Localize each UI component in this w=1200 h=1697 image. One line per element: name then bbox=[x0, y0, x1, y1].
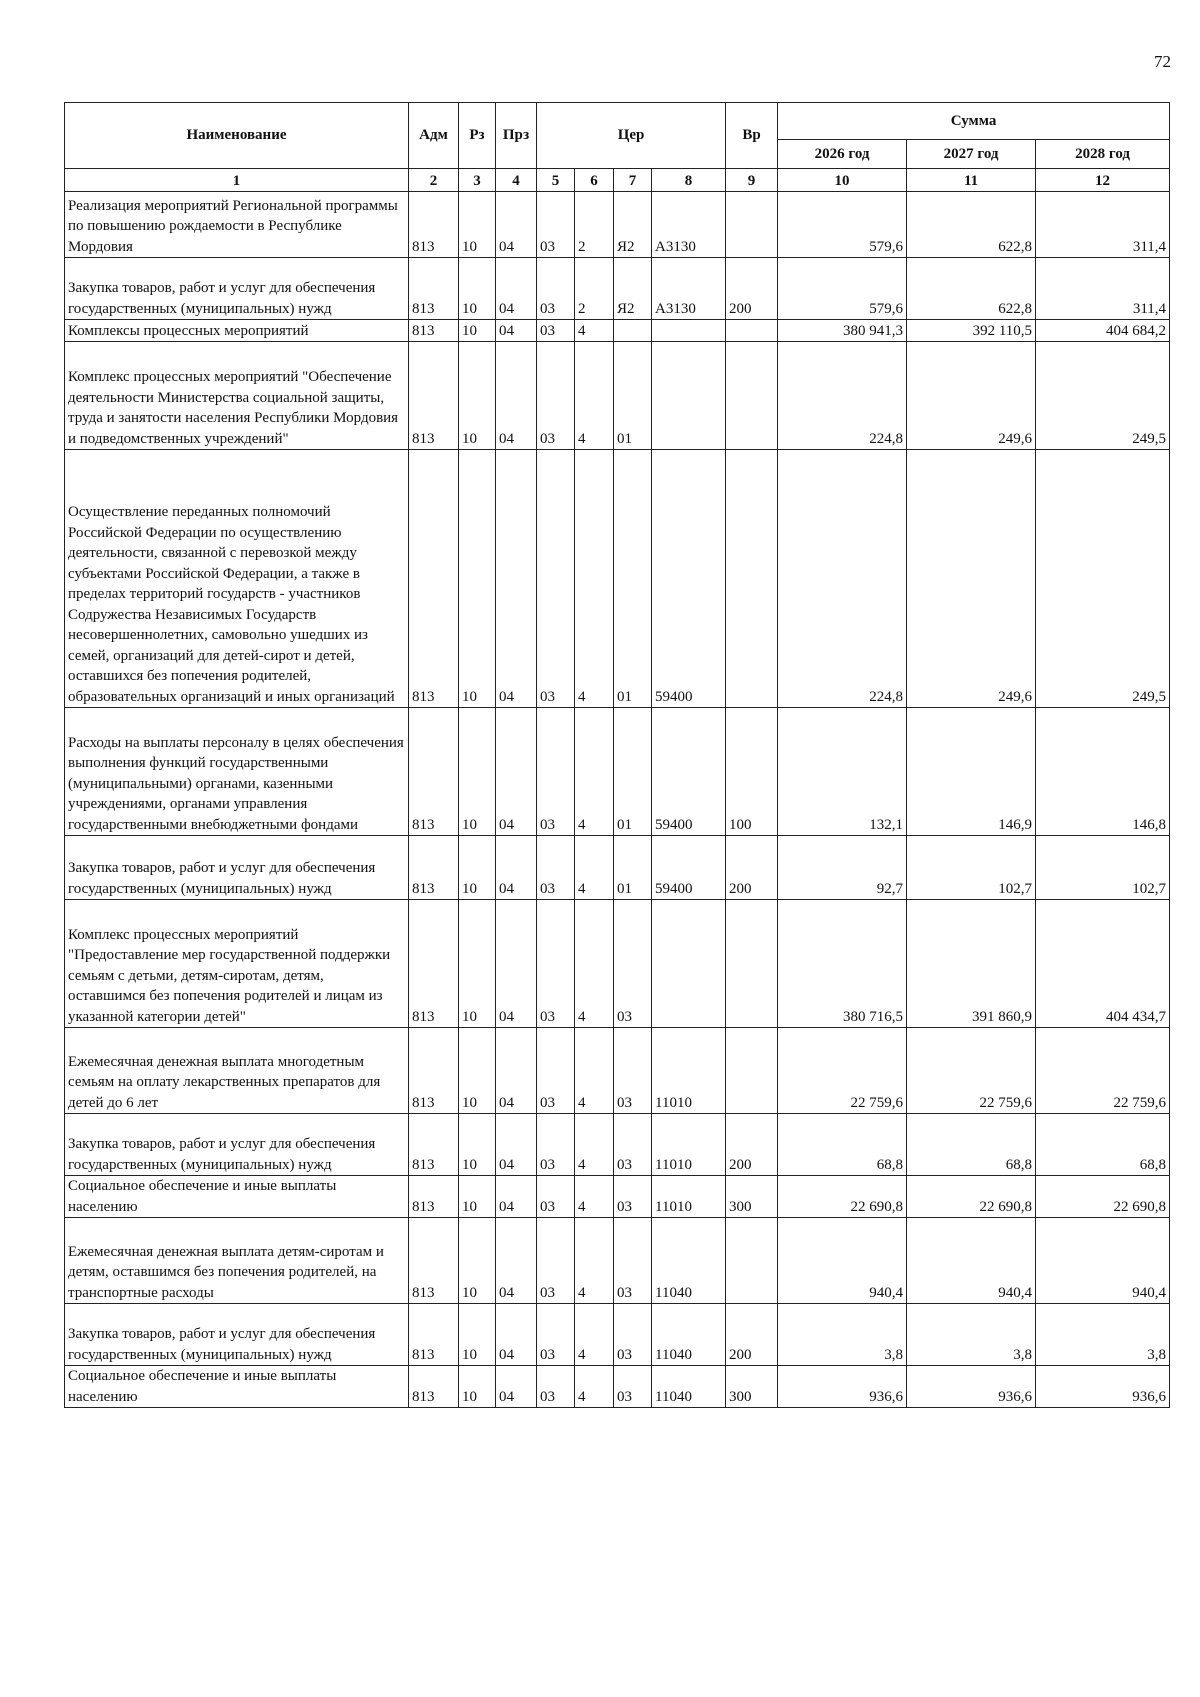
row-cer-6: 4 bbox=[575, 450, 614, 708]
row-adm: 813 bbox=[409, 450, 459, 708]
row-prz: 04 bbox=[496, 342, 537, 450]
row-cer-7: Я2 bbox=[614, 258, 652, 320]
row-cer-8: 59400 bbox=[652, 836, 726, 900]
row-prz: 04 bbox=[496, 1176, 537, 1218]
row-amount-2026: 579,6 bbox=[778, 192, 907, 258]
row-adm: 813 bbox=[409, 192, 459, 258]
row-rz: 10 bbox=[459, 708, 496, 836]
row-amount-2026: 380 941,3 bbox=[778, 320, 907, 342]
row-cer-7: 01 bbox=[614, 708, 652, 836]
row-cer-8: 11010 bbox=[652, 1176, 726, 1218]
row-cer-6: 4 bbox=[575, 1176, 614, 1218]
row-cer-7: 03 bbox=[614, 1304, 652, 1366]
row-prz: 04 bbox=[496, 258, 537, 320]
row-rz: 10 bbox=[459, 1218, 496, 1304]
row-amount-2027: 249,6 bbox=[907, 342, 1036, 450]
row-amount-2027: 940,4 bbox=[907, 1218, 1036, 1304]
row-rz: 10 bbox=[459, 836, 496, 900]
row-cer-5: 03 bbox=[537, 1304, 575, 1366]
row-cer-6: 4 bbox=[575, 342, 614, 450]
row-amount-2027: 392 110,5 bbox=[907, 320, 1036, 342]
row-name: Расходы на выплаты персоналу в целях обеспечения выполнения функций государственными (муниципальными) органами, казенными учреждениями, органами управления государственными внебюджетными фондами bbox=[65, 708, 409, 836]
row-cer-7: 01 bbox=[614, 342, 652, 450]
row-cer-6: 4 bbox=[575, 836, 614, 900]
row-cer-7: 03 bbox=[614, 900, 652, 1028]
table-row bbox=[65, 708, 1170, 836]
row-amount-2028: 940,4 bbox=[1036, 1218, 1170, 1304]
row-prz: 04 bbox=[496, 900, 537, 1028]
row-rz: 10 bbox=[459, 320, 496, 342]
row-vr: 200 bbox=[726, 836, 778, 900]
row-amount-2026: 92,7 bbox=[778, 836, 907, 900]
row-cer-5: 03 bbox=[537, 1028, 575, 1114]
column-number: 11 bbox=[907, 169, 1036, 192]
row-adm: 813 bbox=[409, 1028, 459, 1114]
header-sum: Сумма bbox=[778, 103, 1170, 140]
row-amount-2027: 68,8 bbox=[907, 1114, 1036, 1176]
row-cer-8 bbox=[652, 900, 726, 1028]
row-cer-7: 03 bbox=[614, 1218, 652, 1304]
table-row bbox=[65, 342, 1170, 450]
row-name: Комплекс процессных мероприятий "Предоставление мер государственной поддержки семьям с детьми, детям-сиротам, детям, оставшимся без попечения родителей и лицам из указанной категории детей" bbox=[65, 900, 409, 1028]
table-row bbox=[65, 1114, 1170, 1176]
row-amount-2028: 68,8 bbox=[1036, 1114, 1170, 1176]
row-cer-8: 59400 bbox=[652, 450, 726, 708]
column-number: 12 bbox=[1036, 169, 1170, 192]
row-amount-2026: 22 759,6 bbox=[778, 1028, 907, 1114]
row-cer-7: Я2 bbox=[614, 192, 652, 258]
header-adm: Адм bbox=[409, 103, 459, 169]
row-adm: 813 bbox=[409, 836, 459, 900]
row-cer-7: 03 bbox=[614, 1028, 652, 1114]
row-vr: 300 bbox=[726, 1176, 778, 1218]
row-amount-2028: 146,8 bbox=[1036, 708, 1170, 836]
row-cer-7: 03 bbox=[614, 1366, 652, 1408]
row-amount-2026: 579,6 bbox=[778, 258, 907, 320]
row-amount-2027: 249,6 bbox=[907, 450, 1036, 708]
row-adm: 813 bbox=[409, 1366, 459, 1408]
row-cer-5: 03 bbox=[537, 192, 575, 258]
row-cer-5: 03 bbox=[537, 342, 575, 450]
table-row bbox=[65, 450, 1170, 708]
row-prz: 04 bbox=[496, 836, 537, 900]
row-amount-2026: 224,8 bbox=[778, 342, 907, 450]
row-amount-2026: 224,8 bbox=[778, 450, 907, 708]
row-amount-2028: 3,8 bbox=[1036, 1304, 1170, 1366]
row-rz: 10 bbox=[459, 258, 496, 320]
row-cer-8: А3130 bbox=[652, 192, 726, 258]
row-prz: 04 bbox=[496, 708, 537, 836]
row-name: Закупка товаров, работ и услуг для обеспечения государственных (муниципальных) нужд bbox=[65, 1114, 409, 1176]
row-cer-8: 11010 bbox=[652, 1028, 726, 1114]
row-cer-6: 4 bbox=[575, 1028, 614, 1114]
header-year-2026: 2026 год bbox=[778, 140, 907, 169]
row-prz: 04 bbox=[496, 320, 537, 342]
row-cer-8 bbox=[652, 320, 726, 342]
row-cer-7: 01 bbox=[614, 836, 652, 900]
row-rz: 10 bbox=[459, 1028, 496, 1114]
row-name: Комплекс процессных мероприятий "Обеспечение деятельности Министерства социальной защиты, труда и занятости населения Республики Мордовия и подведомственных учреждений" bbox=[65, 342, 409, 450]
column-number: 4 bbox=[496, 169, 537, 192]
column-number: 9 bbox=[726, 169, 778, 192]
row-vr bbox=[726, 320, 778, 342]
header-prz: Прз bbox=[496, 103, 537, 169]
row-amount-2027: 936,6 bbox=[907, 1366, 1036, 1408]
table-row bbox=[65, 320, 1170, 342]
row-cer-8: 11010 bbox=[652, 1114, 726, 1176]
column-number: 10 bbox=[778, 169, 907, 192]
row-amount-2027: 146,9 bbox=[907, 708, 1036, 836]
row-cer-5: 03 bbox=[537, 450, 575, 708]
row-cer-6: 4 bbox=[575, 1218, 614, 1304]
row-name: Закупка товаров, работ и услуг для обеспечения государственных (муниципальных) нужд bbox=[65, 836, 409, 900]
row-cer-8 bbox=[652, 342, 726, 450]
column-number: 3 bbox=[459, 169, 496, 192]
row-cer-5: 03 bbox=[537, 258, 575, 320]
row-amount-2027: 391 860,9 bbox=[907, 900, 1036, 1028]
row-vr bbox=[726, 450, 778, 708]
row-amount-2026: 3,8 bbox=[778, 1304, 907, 1366]
row-adm: 813 bbox=[409, 1218, 459, 1304]
column-number-row bbox=[65, 169, 1170, 192]
table-row bbox=[65, 1366, 1170, 1408]
row-vr bbox=[726, 1028, 778, 1114]
row-rz: 10 bbox=[459, 900, 496, 1028]
row-vr: 200 bbox=[726, 258, 778, 320]
row-cer-8: 11040 bbox=[652, 1304, 726, 1366]
row-rz: 10 bbox=[459, 1304, 496, 1366]
column-number: 6 bbox=[575, 169, 614, 192]
row-name: Ежемесячная денежная выплата многодетным семьям на оплату лекарственных препаратов для детей до 6 лет bbox=[65, 1028, 409, 1114]
row-amount-2026: 940,4 bbox=[778, 1218, 907, 1304]
row-adm: 813 bbox=[409, 258, 459, 320]
row-rz: 10 bbox=[459, 1114, 496, 1176]
row-cer-5: 03 bbox=[537, 1176, 575, 1218]
row-cer-7: 01 bbox=[614, 450, 652, 708]
column-number: 8 bbox=[652, 169, 726, 192]
row-cer-5: 03 bbox=[537, 1218, 575, 1304]
row-prz: 04 bbox=[496, 1304, 537, 1366]
row-adm: 813 bbox=[409, 1114, 459, 1176]
row-vr bbox=[726, 1218, 778, 1304]
column-number: 5 bbox=[537, 169, 575, 192]
row-cer-6: 4 bbox=[575, 708, 614, 836]
row-amount-2028: 102,7 bbox=[1036, 836, 1170, 900]
header-year-2028: 2028 год bbox=[1036, 140, 1170, 169]
row-name: Закупка товаров, работ и услуг для обеспечения государственных (муниципальных) нужд bbox=[65, 258, 409, 320]
table-row bbox=[65, 900, 1170, 1028]
row-amount-2026: 68,8 bbox=[778, 1114, 907, 1176]
row-amount-2027: 622,8 bbox=[907, 192, 1036, 258]
row-adm: 813 bbox=[409, 708, 459, 836]
row-amount-2028: 249,5 bbox=[1036, 342, 1170, 450]
row-prz: 04 bbox=[496, 192, 537, 258]
row-prz: 04 bbox=[496, 1218, 537, 1304]
column-number: 2 bbox=[409, 169, 459, 192]
column-number: 7 bbox=[614, 169, 652, 192]
page-number: 72 bbox=[1154, 52, 1171, 71]
row-cer-5: 03 bbox=[537, 1366, 575, 1408]
row-amount-2026: 22 690,8 bbox=[778, 1176, 907, 1218]
row-adm: 813 bbox=[409, 320, 459, 342]
row-cer-6: 4 bbox=[575, 320, 614, 342]
row-prz: 04 bbox=[496, 1028, 537, 1114]
row-amount-2028: 249,5 bbox=[1036, 450, 1170, 708]
table-row bbox=[65, 1028, 1170, 1114]
row-vr: 200 bbox=[726, 1114, 778, 1176]
header-rz: Рз bbox=[459, 103, 496, 169]
table-row bbox=[65, 836, 1170, 900]
row-adm: 813 bbox=[409, 1176, 459, 1218]
row-cer-6: 4 bbox=[575, 900, 614, 1028]
row-cer-7: 03 bbox=[614, 1176, 652, 1218]
row-vr bbox=[726, 342, 778, 450]
row-rz: 10 bbox=[459, 342, 496, 450]
row-amount-2027: 22 759,6 bbox=[907, 1028, 1036, 1114]
row-rz: 10 bbox=[459, 192, 496, 258]
row-amount-2027: 3,8 bbox=[907, 1304, 1036, 1366]
row-name: Осуществление переданных полномочий Российской Федерации по осуществлению деятельности, связанной с перевозкой между субъектами Российской Федерации, а также в пределах территорий государств - участников Содружества Независимых Государств несовершеннолетних, самовольно ушедших из семей, организаций для детей-сирот и детей, оставшихся без попечения родителей, образовательных организаций и иных организаций bbox=[65, 450, 409, 708]
row-cer-8: 11040 bbox=[652, 1218, 726, 1304]
row-cer-5: 03 bbox=[537, 836, 575, 900]
row-name: Ежемесячная денежная выплата детям-сиротам и детям, оставшимся без попечения родителей, на транспортные расходы bbox=[65, 1218, 409, 1304]
row-vr bbox=[726, 900, 778, 1028]
row-amount-2028: 311,4 bbox=[1036, 192, 1170, 258]
row-amount-2026: 132,1 bbox=[778, 708, 907, 836]
row-prz: 04 bbox=[496, 1114, 537, 1176]
row-amount-2027: 102,7 bbox=[907, 836, 1036, 900]
header-name: Наименование bbox=[65, 103, 409, 169]
row-name: Социальное обеспечение и иные выплаты населению bbox=[65, 1366, 409, 1408]
row-cer-6: 2 bbox=[575, 192, 614, 258]
table-row bbox=[65, 1304, 1170, 1366]
row-cer-8: А3130 bbox=[652, 258, 726, 320]
row-adm: 813 bbox=[409, 1304, 459, 1366]
row-cer-7: 03 bbox=[614, 1114, 652, 1176]
row-amount-2027: 22 690,8 bbox=[907, 1176, 1036, 1218]
row-vr: 100 bbox=[726, 708, 778, 836]
row-amount-2028: 311,4 bbox=[1036, 258, 1170, 320]
table-row bbox=[65, 1218, 1170, 1304]
budget-table bbox=[64, 102, 1170, 1408]
row-adm: 813 bbox=[409, 342, 459, 450]
row-amount-2027: 622,8 bbox=[907, 258, 1036, 320]
row-cer-6: 4 bbox=[575, 1366, 614, 1408]
row-amount-2026: 380 716,5 bbox=[778, 900, 907, 1028]
row-cer-6: 2 bbox=[575, 258, 614, 320]
header-vr: Вр bbox=[726, 103, 778, 169]
column-number: 1 bbox=[65, 169, 409, 192]
row-vr: 300 bbox=[726, 1366, 778, 1408]
row-cer-8: 11040 bbox=[652, 1366, 726, 1408]
row-name: Закупка товаров, работ и услуг для обеспечения государственных (муниципальных) нужд bbox=[65, 1304, 409, 1366]
row-name: Комплексы процессных мероприятий bbox=[65, 320, 409, 342]
row-cer-6: 4 bbox=[575, 1304, 614, 1366]
row-vr: 200 bbox=[726, 1304, 778, 1366]
row-vr bbox=[726, 192, 778, 258]
row-amount-2028: 404 684,2 bbox=[1036, 320, 1170, 342]
row-cer-8: 59400 bbox=[652, 708, 726, 836]
header-cer: Цер bbox=[537, 103, 726, 169]
table-row bbox=[65, 192, 1170, 258]
row-amount-2028: 22 759,6 bbox=[1036, 1028, 1170, 1114]
row-cer-5: 03 bbox=[537, 900, 575, 1028]
row-cer-5: 03 bbox=[537, 708, 575, 836]
row-amount-2028: 936,6 bbox=[1036, 1366, 1170, 1408]
row-adm: 813 bbox=[409, 900, 459, 1028]
row-prz: 04 bbox=[496, 450, 537, 708]
table-row bbox=[65, 258, 1170, 320]
row-prz: 04 bbox=[496, 1366, 537, 1408]
row-amount-2028: 22 690,8 bbox=[1036, 1176, 1170, 1218]
row-cer-6: 4 bbox=[575, 1114, 614, 1176]
row-cer-5: 03 bbox=[537, 1114, 575, 1176]
row-amount-2028: 404 434,7 bbox=[1036, 900, 1170, 1028]
header-year-2027: 2027 год bbox=[907, 140, 1036, 169]
row-name: Реализация мероприятий Региональной программы по повышению рождаемости в Республике Мордовия bbox=[65, 192, 409, 258]
row-rz: 10 bbox=[459, 1366, 496, 1408]
row-rz: 10 bbox=[459, 1176, 496, 1218]
row-name: Социальное обеспечение и иные выплаты населению bbox=[65, 1176, 409, 1218]
row-cer-5: 03 bbox=[537, 320, 575, 342]
row-cer-7 bbox=[614, 320, 652, 342]
table-row bbox=[65, 1176, 1170, 1218]
row-rz: 10 bbox=[459, 450, 496, 708]
row-amount-2026: 936,6 bbox=[778, 1366, 907, 1408]
